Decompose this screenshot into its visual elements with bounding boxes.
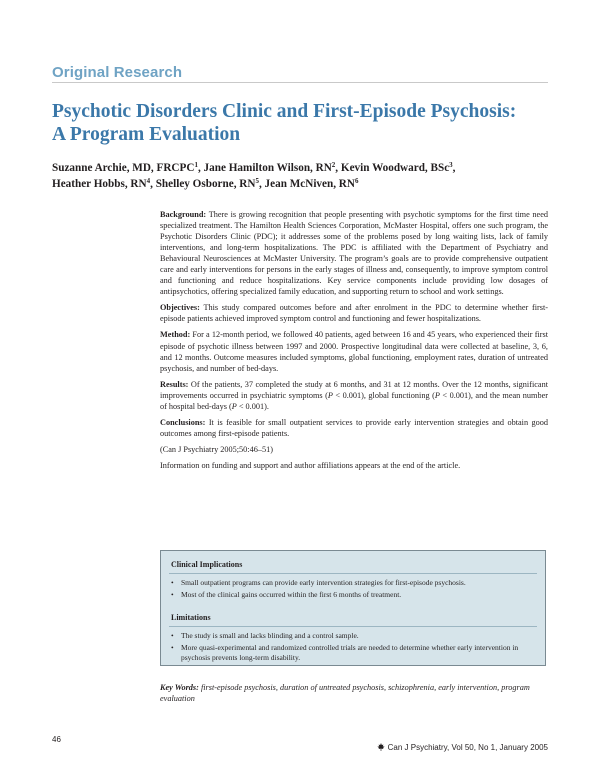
affiliation-mark: 3	[449, 161, 453, 169]
key-words	[160, 682, 540, 704]
abstract-results	[160, 379, 548, 412]
results-text: < 0.001), and the mean number of hospital bed-days (	[160, 390, 549, 411]
author-name: Jean McNiven, RN	[264, 178, 355, 190]
p-value-symbol: P	[327, 390, 333, 400]
author-line-2: Heather Hobbs, $RN^4$, Shelley Osborne, $RN^5$, Jean McNiven, $RN^6$	[52, 177, 359, 190]
affiliation-mark: 2	[331, 161, 336, 169]
objectives-text: This study compared outcomes before and after enrolment in the PDC to determine whether first-episode patients achieved improved symptom control and functioning and fewer hospitalizations.	[160, 303, 549, 324]
journal-footer	[377, 743, 548, 753]
abstract-background	[160, 209, 548, 297]
conclusions-text: It is feasible for small outpatient services to provide early intervention strategies and obtain good outcomes among first-episode patients.	[160, 417, 548, 438]
background-text: There is growing recognition that people presenting with psychotic symptoms for the first time need specialized treatment. The Hamilton Health Sciences Corporation, McMaster Hospital, offers one such program, the Psychotic Disorders Clinic (PDC); it addresses some of the problems posed by long waiting lists, lack of family interventions, and long-term hospitalizations. The PDC is affiliated with the Department of Psychiatry and Behavioural Neurosciences at McMaster University. The program’s goals are to provide comprehensive outpatient care and early interventions for persons in the early stages of illness and, consequently, to improve symptom control and functioning and reduce hospitalizations. Key service components include providing low dosages of antipsychotics, offering specialized family education, and supporting return to school and work settings.	[160, 210, 549, 297]
conclusions-label: Conclusions:	[160, 417, 206, 427]
list-item: • More quasi-experimental and randomized controlled trials are needed to determine whether early intervention in psychosis prevents long-term disability.	[171, 643, 519, 662]
implications-list	[171, 578, 535, 602]
author-name: Kevin Woodward, BSc	[340, 162, 450, 174]
p-value-symbol: P	[434, 390, 440, 400]
list-item: • The study is small and lacks blinding and a control sample.	[171, 631, 359, 640]
results-text: Of the patients, 37 completed the study at 6 months, and 31 at 12 months. Over the 12 months, significant improvements occurred in psychiatric symptoms (	[160, 379, 548, 400]
journal-citation: Can J Psychiatry, Vol 50, No 1, January 2005	[387, 743, 548, 752]
bullet-icon: •	[171, 578, 174, 587]
citation: (Can J Psychiatry 2005;50:46–51)	[160, 444, 273, 454]
author-line-1: Suzanne Archie, MD, FRCPC$^1$, Jane Hamilton Wilson, $RN^2$, Kevin Woodward, BSc$^3$,	[52, 161, 456, 174]
key-words-text: first-episode psychosis, duration of untreated psychosis, schizophrenia, early intervention, program evaluation	[160, 683, 530, 703]
funding-info: Information on funding and support and author affiliations appears at the end of the article.	[160, 460, 461, 470]
method-text: For a 12-month period, we followed 40 patients, aged between 16 and 45 years, who experienced their first episode of psychotic illness between 1997 and 2000. Prospective longitudinal data were collected at baseline, 3, 6, and 12 months. Outcome measures included symptoms, global functioning, employment rates, duration of untreated psychosis, and number of bed-days.	[160, 330, 548, 373]
title-line-2: A Program Evaluation	[52, 124, 241, 145]
limitations-list	[171, 631, 535, 665]
background-label: Background:	[160, 210, 207, 219]
key-words-label: Key Words:	[160, 683, 199, 692]
method-label: Method:	[160, 330, 191, 340]
author-name: Jane Hamilton Wilson, RN	[203, 162, 332, 174]
objectives-label: Objectives:	[160, 303, 200, 313]
results-label: Results:	[160, 379, 189, 389]
list-item: • Most of the clinical gains occurred within the first 6 months of treatment.	[171, 590, 402, 599]
page-number: 46	[52, 735, 61, 744]
affiliation-mark: 6	[354, 177, 359, 185]
title-line-1: Psychotic Disorders Clinic and First-Episode Psychosis:	[52, 101, 517, 122]
maple-leaf-icon	[377, 743, 385, 753]
author-name: Shelley Osborne, RN	[155, 178, 256, 190]
limitations-heading: Limitations	[171, 613, 211, 622]
affiliation-mark: 4	[146, 177, 151, 185]
abstract-objectives	[160, 302, 548, 324]
abstract-conclusions	[160, 417, 548, 439]
bullet-icon: •	[171, 631, 174, 640]
results-text: < 0.001), global functioning (	[332, 390, 435, 400]
section-divider	[52, 82, 548, 83]
article-title	[52, 100, 562, 146]
box-divider	[169, 573, 537, 574]
section-label: Original Research	[52, 64, 183, 81]
affiliation-mark: 5	[255, 177, 259, 185]
author-list	[52, 160, 562, 192]
implications-heading: Clinical Implications	[171, 560, 243, 569]
author-name: Suzanne Archie, MD, FRCPC	[52, 162, 195, 174]
list-item: • Small outpatient programs can provide early intervention strategies for first-episode psychosis.	[171, 578, 466, 587]
box-divider	[169, 626, 537, 627]
affiliation-mark: 1	[194, 161, 198, 169]
author-name: Heather Hobbs, RN	[52, 178, 147, 190]
abstract	[160, 209, 548, 476]
implications-box	[160, 550, 546, 666]
abstract-method	[160, 329, 548, 373]
bullet-icon: •	[171, 643, 174, 652]
p-value-symbol: P	[231, 401, 237, 411]
bullet-icon: •	[171, 590, 174, 599]
results-text: < 0.001).	[236, 401, 269, 411]
